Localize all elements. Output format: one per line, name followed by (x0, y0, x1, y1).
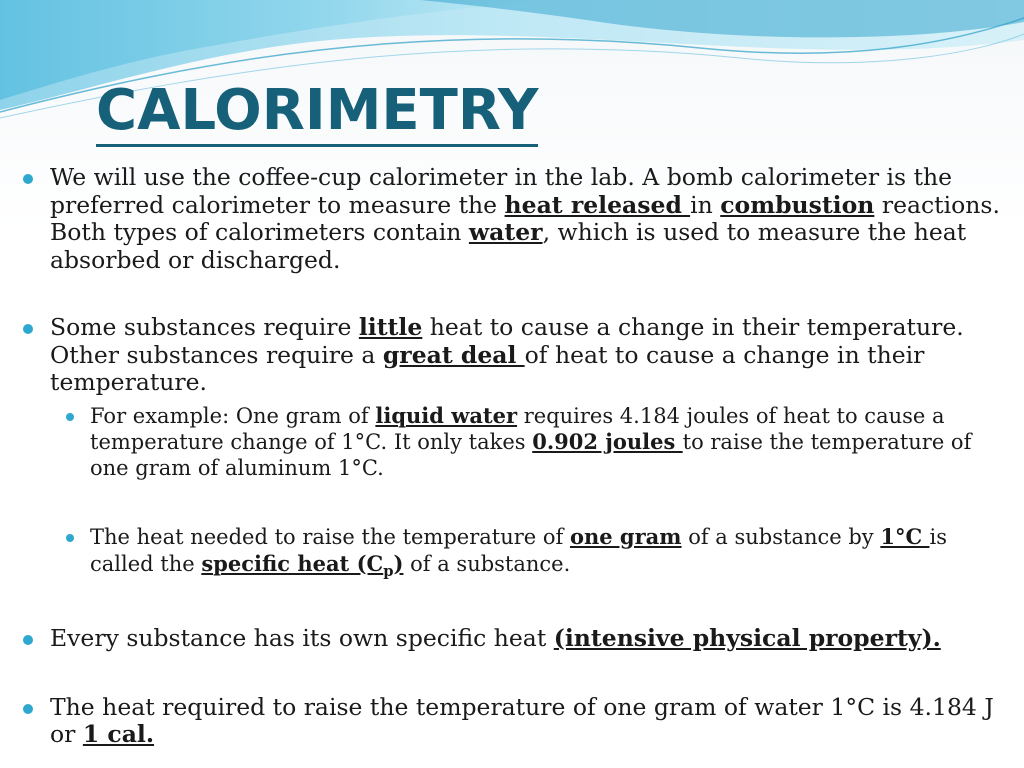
term-intensive-property: (intensive physical property). (553, 624, 941, 653)
bullet-dot-icon (23, 324, 33, 334)
term-specific-heat: specific heat $(C_p)$ (201, 550, 404, 580)
term-water: water (468, 218, 543, 246)
term-1c: 1°C (880, 524, 930, 549)
term-little: little (358, 313, 423, 341)
term-one-gram: one gram (569, 524, 682, 549)
bullet-dot-icon (23, 635, 33, 645)
bullet-every-substance: Every substance has its own specific heat (intensive physical property). (20, 625, 1014, 653)
bullet-dot-icon (23, 174, 33, 184)
term-heat-released: heat released (504, 190, 691, 219)
term-0902-joules: 0.902 joules (532, 429, 683, 454)
sub-bullet-dot-icon (66, 413, 74, 421)
sub-bullet-example: For example: One gram of liquid water requires 4.184 joules of heat to cause a temperature change of 1°C. It only takes 0.902 joules to raise the temperature of one gram of aluminum 1°C. (20, 403, 1014, 482)
term-1-cal: 1 cal. (82, 720, 155, 749)
sub-bullet-dot-icon (66, 534, 74, 542)
bullet-dot-icon (23, 704, 33, 714)
slide-content (20, 164, 1014, 749)
bullet-calorimeter: We will use the coffee-cup calorimeter in the lab. A bomb calorimeter is the preferred calorimeter to measure the heat released in combustion reactions. Both types of calorimeters contain water, which is used to measure the heat absorbed or discharged. (20, 164, 1014, 274)
term-great-deal: great deal (382, 340, 525, 369)
sub-bullet-specific-heat: The heat needed to raise the temperature of one gram of a substance by 1°C is called the specific heat $(C_p)$ of a substance. (20, 524, 1014, 584)
slide-title: CALORIMETRY (96, 78, 538, 147)
term-combustion: combustion (720, 190, 875, 219)
term-liquid-water: liquid water (375, 402, 518, 428)
bullet-substances: Some substances require little heat to cause a change in their temperature. Other substances require a great deal of heat to cause a change in their temperature. (20, 314, 1014, 397)
bullet-heat-required: The heat required to raise the temperature of one gram of water 1°C is 4.184 J or 1 cal. (20, 694, 1014, 749)
